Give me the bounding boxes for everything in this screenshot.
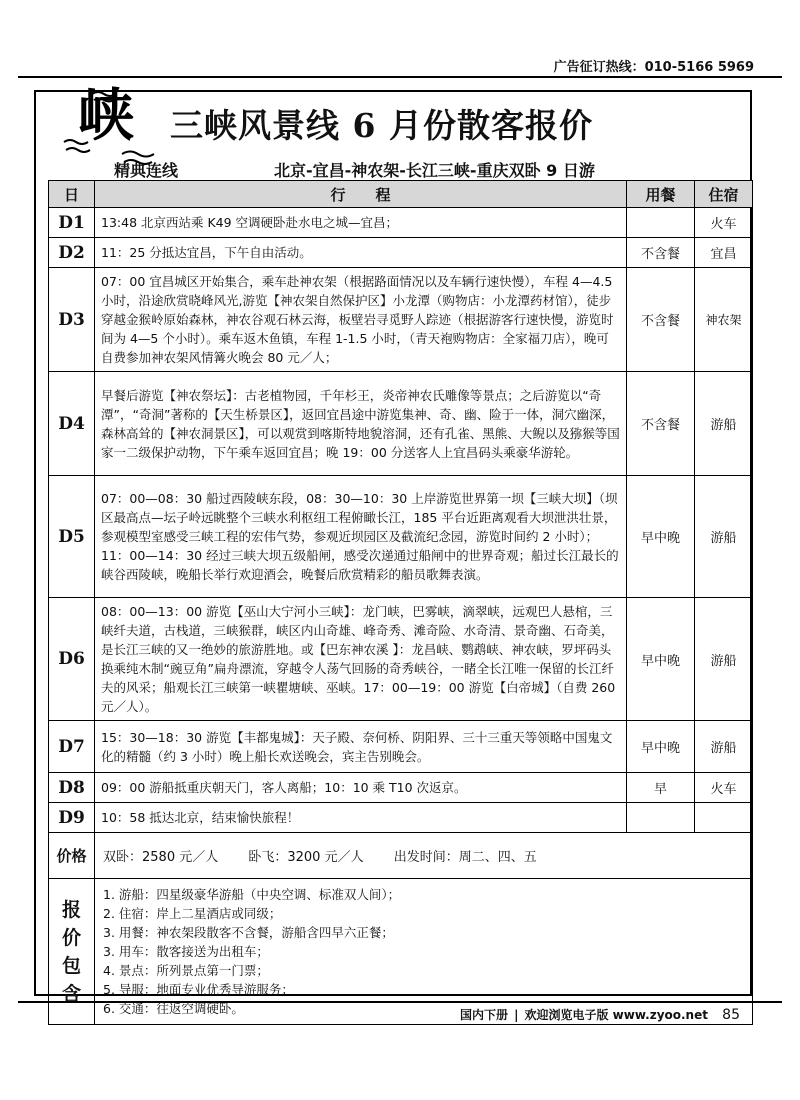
included-label-char: 含 [61,982,81,1005]
header-day: 日 [49,181,95,208]
day-hotel: 神农架 [695,268,753,372]
included-label-char: 报 [61,898,81,921]
header-plan: 行 程 [95,181,627,208]
included-label-char: 包 [61,954,81,977]
footer-rule [18,1001,782,1003]
list-item: 1. 游船：四星级豪华游船（中央空调、标准双人间）； [103,887,401,902]
list-item: 6. 交通：往返空调硬卧。 [103,1001,244,1016]
day-meal: 早中晚 [627,598,695,721]
footer-website: www.zyoo.net [612,1008,708,1022]
table-row [49,803,753,833]
day-label: D4 [49,372,95,476]
table-header-row [49,181,753,208]
route-banner [34,152,752,180]
day-meal: 不含餐 [627,238,695,268]
day-hotel: 火车 [695,773,753,803]
day-hotel: 火车 [695,208,753,238]
page-number: 85 [722,1007,740,1023]
route-title: 北京-宜昌-神农架-长江三峡-重庆双卧 9 日游 [274,161,595,180]
day-hotel: 游船 [695,721,753,773]
day-meal [627,208,695,238]
price-row [49,833,753,879]
route-label: 精典连线 [114,161,179,180]
footer-separator: | [514,1008,519,1022]
day-plan: 09：00 游船抵重庆朝天门，客人离船；10：10 乘 T10 次返京。 [95,773,627,803]
day-label: D3 [49,268,95,372]
table-row [49,268,753,372]
day-hotel: 游船 [695,372,753,476]
day-label: D5 [49,476,95,598]
price-sleeper-flight: 卧飞：3200 元／人 [248,850,364,865]
day-plan: 07：00—08：30 船过西陵峡东段，08：30—10：30 上岸游览世界第一坝【三峡大坝】（坝区最高点—坛子岭远眺整个三峡水利枢纽工程俯瞰长江，185 平台近距离观看大坝泄洪壮景，参观模型室感受三峡工程的宏伟气势，参观近坝园区及截流纪念园，游览时间约 2 小时）；11：00—14：30 经过三峡大坝五级船闸，感受次递通过船闸中的世界奇观；船过长江最长的峡谷西陵峡，晚船长举行欢迎酒会，晚餐后欣赏精彩的船员歌舞表演。 [95,476,627,598]
day-hotel: 游船 [695,476,753,598]
header-rule [18,76,782,78]
day-meal: 不含餐 [627,372,695,476]
table-row [49,476,753,598]
day-meal [627,803,695,833]
logo-character: 峡 [78,83,134,149]
day-label: D8 [49,773,95,803]
footer-tagline: 欢迎浏览电子版 [524,1008,609,1022]
table-row [49,372,753,476]
list-item: 3. 用餐：神农架段散客不含餐，游船含四早六正餐； [103,925,394,940]
day-meal: 早中晚 [627,721,695,773]
departure-days: 出发时间：周二、四、五 [393,850,537,865]
day-hotel: 游船 [695,598,753,721]
day-meal: 早 [627,773,695,803]
list-item: 2. 住宿：岸上二星酒店或同级； [103,906,282,921]
day-plan: 08：00—13：00 游览【巫山大宁河小三峡】：龙门峡，巴雾峡，滴翠峡，远观巴人悬棺，三峡纤夫道，古栈道，三峡猴群，峡区内山奇雄、峰奇秀、滩奇险、水奇清、景奇幽、石奇美，是长江三峡的又一绝妙的旅游胜地。或【巴东神农溪 】：龙昌峡、鹦鹉峡、神农峡，罗坪码头换乘纯木制“豌豆角”扁舟漂流，穿越令人荡气回肠的奇秀峡谷，一睹全长江唯一保留的长江纤夫的风采；船观长江三峡第一峡瞿塘峡、巫峡。17：00—19：00 游览【白帝城】（自费 260 元／人）。 [95,598,627,721]
itinerary-table [48,180,753,1025]
day-label: D9 [49,803,95,833]
day-plan: 15：30—18：30 游览【丰都鬼城】：天子殿、奈何桥、阴阳界、三十三重天等领略中国鬼文化的精髓（约 3 小时）晚上船长欢送晚会，宾主告别晚会。 [95,721,627,773]
table-row [49,238,753,268]
day-plan: 11：25 分抵达宜昌，下午自由活动。 [95,238,627,268]
list-item: 4. 景点：所列景点第一门票； [103,963,269,978]
included-label-char: 价 [61,926,81,949]
footer-section: 国内下册 [460,1008,509,1022]
page-footer [460,1006,740,1023]
header-meal: 用餐 [627,181,695,208]
page-title: 三峡风景线 6 月份散客报价 [170,106,593,145]
day-label: D1 [49,208,95,238]
day-plan: 07：00 宜昌城区开始集合，乘车赴神农架（根据路面情况以及车辆行速快慢），车程 4—4.5 小时，沿途欣赏晓峰风光,游览【神农架自然保护区】小龙潭（购物店：小龙潭药材馆），徒步穿越金猴岭原始森林，神农谷观石林云海，板壁岩寻觅野人踪迹（根据游客行速快慢，游览时间为 4—5 个小时）。乘车返木鱼镇，车程 1-1.5 小时，（青天袍购物店：全家福刀店），晚可自费参加神农架风情篝火晚会 80 元／人； [95,268,627,372]
day-hotel: 宜昌 [695,238,753,268]
day-meal: 早中晚 [627,476,695,598]
table-row [49,598,753,721]
day-plan: 13:48 北京西站乘 K49 空调硬卧赴水电之城—宜昌； [95,208,627,238]
price-double-sleeper: 双卧：2580 元／人 [103,850,219,865]
header-hotel: 住宿 [695,181,753,208]
day-meal: 不含餐 [627,268,695,372]
table-row [49,208,753,238]
list-item: 3. 用车：散客接送为出租车； [103,944,269,959]
day-label: D7 [49,721,95,773]
day-label: D6 [49,598,95,721]
table-row [49,773,753,803]
price-values [95,833,753,879]
price-label: 价格 [49,833,95,879]
day-plan: 10：58 抵达北京，结束愉快旅程！ [95,803,627,833]
table-row [49,721,753,773]
day-plan: 早餐后游览【神农祭坛】：古老植物园，千年杉王，炎帝神农氏雕像等景点；之后游览以“奇潭”，“奇洞”著称的【天生桥景区】，返回宜昌途中游览集神、奇、幽、险于一体，洞穴幽深，森林高耸的【神农洞景区】，可以观赏到喀斯特地貌溶洞，还有孔雀、黑熊、大鲵以及猕猴等国家一二级保护动物，下午乘车返回宜昌；晚 19：00 分送客人上宜昌码头乘豪华游轮。 [95,372,627,476]
list-item: 5. 导服：地面专业优秀导游服务； [103,982,294,997]
day-label: D2 [49,238,95,268]
ad-hotline: 广告征订热线：010-5166 5969 [553,60,754,75]
included-label [49,896,94,1008]
day-hotel [695,803,753,833]
